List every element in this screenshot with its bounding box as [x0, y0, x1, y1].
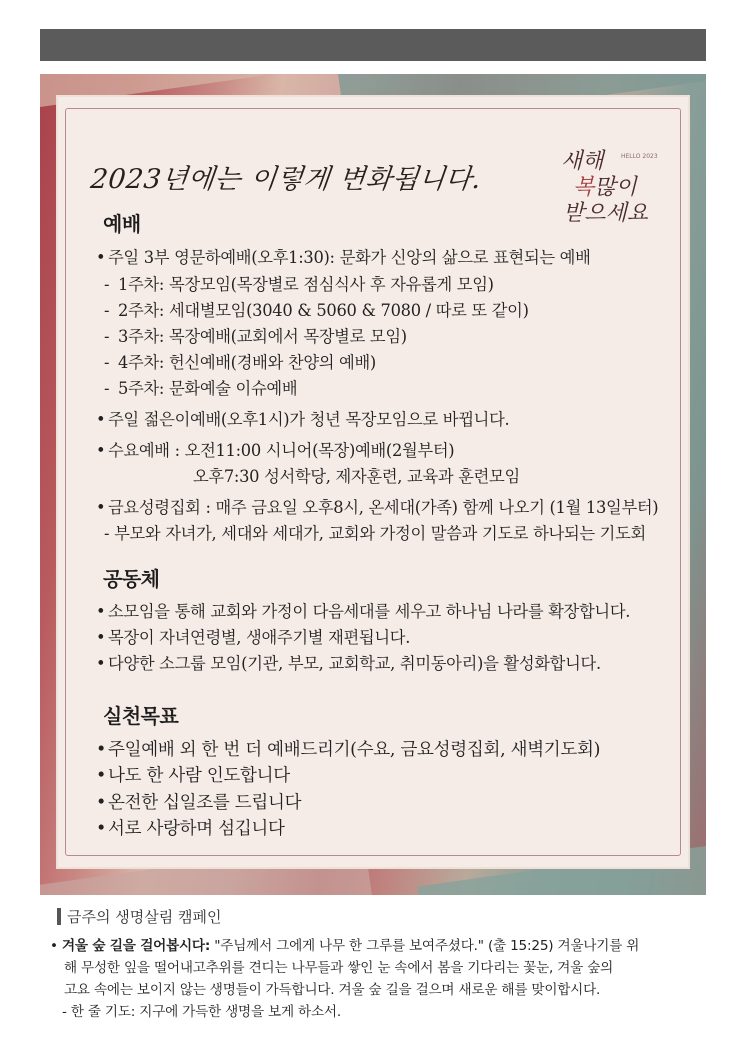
blessing-line-3: 받으세요 [563, 201, 649, 226]
list-item: • 목장이 자녀연령별, 생애주기별 재편됩니다. [96, 628, 411, 647]
campaign-body-line: 해 무성한 잎을 떨어내고추위를 견디는 나무들과 쌓인 눈 속에서 봄을 기다리는 꽃눈, 겨울 숲의 [64, 960, 614, 976]
list-item: • 소모임을 통해 교회와 가정이 다음세대를 세우고 하나님 나라를 확장합니다. [96, 602, 631, 621]
blessing-small-text: HELLO 2023 [621, 153, 658, 160]
list-item: • 주일예배 외 한 번 더 예배드리기(수요, 금요성령집회, 새벽기도회) [96, 740, 601, 760]
list-item: • 주일 3부 영문하예배(오후1:30): 문화가 신앙의 삶으로 표현되는 예배 [96, 248, 591, 267]
list-item: • 다양한 소그룹 모임(기관, 부모, 교회학교, 취미동아리)을 활성화합니다. [96, 654, 601, 673]
list-sub-item: - 4주차: 헌신예배(경배와 찬양의 예배) [104, 353, 376, 372]
section-title-worship: 예배 [103, 212, 141, 236]
list-item-continuation: - 부모와 자녀가, 세대와 세대가, 교회와 가정이 말씀과 기도로 하나되는 기도회 [104, 524, 646, 543]
campaign-prayer: - 한 줄 기도: 지구에 가득한 생명을 보게 하소서. [62, 1004, 341, 1020]
list-sub-item: - 5주차: 문화예술 이슈예배 [104, 379, 298, 398]
list-sub-item: - 2주차: 세대별모임(3040 & 5060 & 7080 / 따로 또 같이) [104, 301, 529, 320]
list-sub-item: - 3주차: 목장예배(교회에서 목장별로 모임) [104, 327, 407, 346]
blessing-line-2-text: 많이 [594, 175, 637, 200]
poster-headline: 2023년에는 이렇게 변화됩니다. [89, 164, 483, 195]
list-item: • 수요예배 : 오전11:00 시니어(목장)예배(2월부터) [96, 441, 455, 460]
list-item: • 나도 한 사람 인도합니다 [96, 766, 290, 786]
blessing-line-2 [573, 175, 637, 201]
campaign-lead: 겨울 숲 길을 걸어봅시다: [61, 938, 211, 954]
list-item: • 온전한 십일조를 드립니다 [96, 793, 302, 813]
blessing-accent: 복 [573, 175, 595, 200]
campaign-title: 금주의 생명살림 캠페인 [67, 908, 222, 926]
top-bar [40, 29, 706, 61]
section-title-community: 공동체 [103, 567, 160, 591]
new-year-blessing-calligraphy [561, 149, 671, 239]
campaign-body-line: • 겨울 숲 길을 걸어봅시다: "주님께서 그에게 나무 한 그루를 보여주셨다." (출 15:25) 겨울나기를 위 [50, 938, 640, 954]
list-item: • 주일 젊은이예배(오후1시)가 청년 목장모임으로 바뀝니다. [96, 410, 510, 429]
list-item: • 서로 사랑하며 섬깁니다 [96, 819, 285, 839]
list-item: • 금요성령집회 : 매주 금요일 오후8시, 온세대(가족) 함께 나오기 (1월 13일부터) [96, 498, 659, 517]
poster-card [58, 97, 688, 867]
campaign-body-line: 고요 속에는 보이지 않는 생명들이 가득합니다. 겨울 숲 길을 걸으며 새로운 해를 맞이합시다. [64, 982, 601, 998]
list-sub-item: - 1주차: 목장모임(목장별로 점심식사 후 자유롭게 모임) [104, 275, 494, 294]
section-title-goals: 실천목표 [103, 704, 179, 728]
blessing-line-1: 새해 [561, 149, 604, 174]
list-item-continuation: 오후7:30 성서학당, 제자훈련, 교육과 훈련모임 [193, 467, 520, 486]
new-year-poster [40, 74, 706, 895]
